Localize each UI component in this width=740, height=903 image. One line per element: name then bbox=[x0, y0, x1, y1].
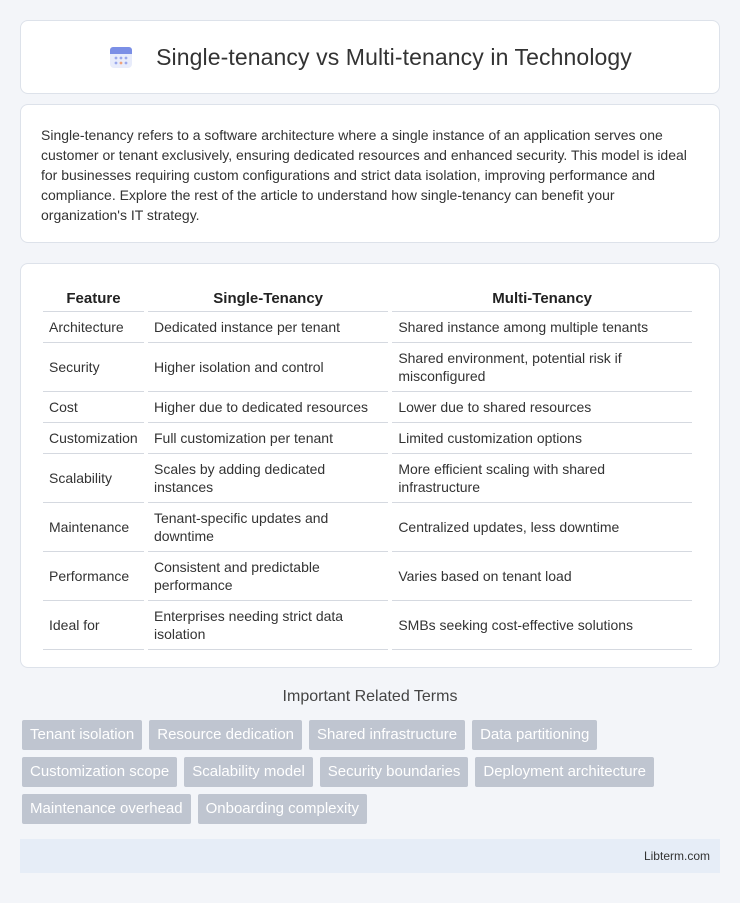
single-tenancy-cell: Scales by adding dedicated instances bbox=[148, 454, 388, 503]
related-term-tag[interactable]: Scalability model bbox=[184, 757, 313, 787]
feature-cell: Maintenance bbox=[43, 503, 144, 552]
footer bbox=[20, 839, 720, 873]
footer-site-link[interactable]: Libterm.com bbox=[643, 849, 710, 863]
feature-cell: Architecture bbox=[43, 312, 144, 343]
table-row bbox=[43, 423, 692, 454]
column-header: Multi-Tenancy bbox=[392, 284, 692, 312]
feature-cell: Cost bbox=[43, 392, 144, 423]
single-tenancy-cell: Enterprises needing strict data isolation bbox=[148, 601, 388, 650]
related-term-tag[interactable]: Security boundaries bbox=[320, 757, 469, 787]
single-tenancy-cell: Higher due to dedicated resources bbox=[148, 392, 388, 423]
single-tenancy-cell: Higher isolation and control bbox=[148, 343, 388, 392]
feature-cell: Security bbox=[43, 343, 144, 392]
table-row bbox=[43, 503, 692, 552]
single-tenancy-cell: Consistent and predictable performance bbox=[148, 552, 388, 601]
table-row bbox=[43, 343, 692, 392]
related-term-tag[interactable]: Resource dedication bbox=[149, 720, 302, 750]
table-row bbox=[43, 454, 692, 503]
comparison-table bbox=[39, 284, 696, 650]
multi-tenancy-cell: Lower due to shared resources bbox=[392, 392, 692, 423]
comparison-card bbox=[20, 263, 720, 668]
multi-tenancy-cell: Limited customization options bbox=[392, 423, 692, 454]
multi-tenancy-cell: More efficient scaling with shared infrastructure bbox=[392, 454, 692, 503]
calendar-icon bbox=[108, 44, 134, 70]
feature-cell: Ideal for bbox=[43, 601, 144, 650]
table-row bbox=[43, 312, 692, 343]
table-header-row bbox=[43, 284, 692, 312]
related-term-tag[interactable]: Deployment architecture bbox=[475, 757, 654, 787]
intro-card bbox=[20, 104, 720, 243]
multi-tenancy-cell: Centralized updates, less downtime bbox=[392, 503, 692, 552]
column-header: Single-Tenancy bbox=[148, 284, 388, 312]
multi-tenancy-cell: Varies based on tenant load bbox=[392, 552, 692, 601]
table-row bbox=[43, 552, 692, 601]
related-terms-title: Important Related Terms bbox=[282, 688, 458, 705]
multi-tenancy-cell: SMBs seeking cost-effective solutions bbox=[392, 601, 692, 650]
single-tenancy-cell: Tenant-specific updates and downtime bbox=[148, 503, 388, 552]
single-tenancy-cell: Full customization per tenant bbox=[148, 423, 388, 454]
related-term-tag[interactable]: Onboarding complexity bbox=[198, 794, 367, 824]
related-term-tag[interactable]: Data partitioning bbox=[472, 720, 597, 750]
column-header: Feature bbox=[43, 284, 144, 312]
related-terms-list bbox=[22, 720, 722, 824]
related-term-tag[interactable]: Tenant isolation bbox=[22, 720, 142, 750]
feature-cell: Performance bbox=[43, 552, 144, 601]
related-term-tag[interactable]: Customization scope bbox=[22, 757, 177, 787]
multi-tenancy-cell: Shared environment, potential risk if misconfigured bbox=[392, 343, 692, 392]
multi-tenancy-cell: Shared instance among multiple tenants bbox=[392, 312, 692, 343]
related-term-tag[interactable]: Maintenance overhead bbox=[22, 794, 191, 824]
table-row bbox=[43, 601, 692, 650]
feature-cell: Customization bbox=[43, 423, 144, 454]
table-row bbox=[43, 392, 692, 423]
intro-text: Single-tenancy refers to a software architecture where a single instance of an application serves one customer or tenant exclusively, ensuring dedicated resources and enhanced security. This model is ideal for businesses requiring custom configurations and strict data isolation, improving performance and compliance. Explore the rest of the article to understand how single-tenancy can benefit your organization's IT strategy. bbox=[41, 127, 687, 223]
feature-cell: Scalability bbox=[43, 454, 144, 503]
page-title: Single-tenancy vs Multi-tenancy in Technology bbox=[156, 43, 632, 70]
header-card bbox=[20, 20, 720, 94]
single-tenancy-cell: Dedicated instance per tenant bbox=[148, 312, 388, 343]
related-term-tag[interactable]: Shared infrastructure bbox=[309, 720, 465, 750]
